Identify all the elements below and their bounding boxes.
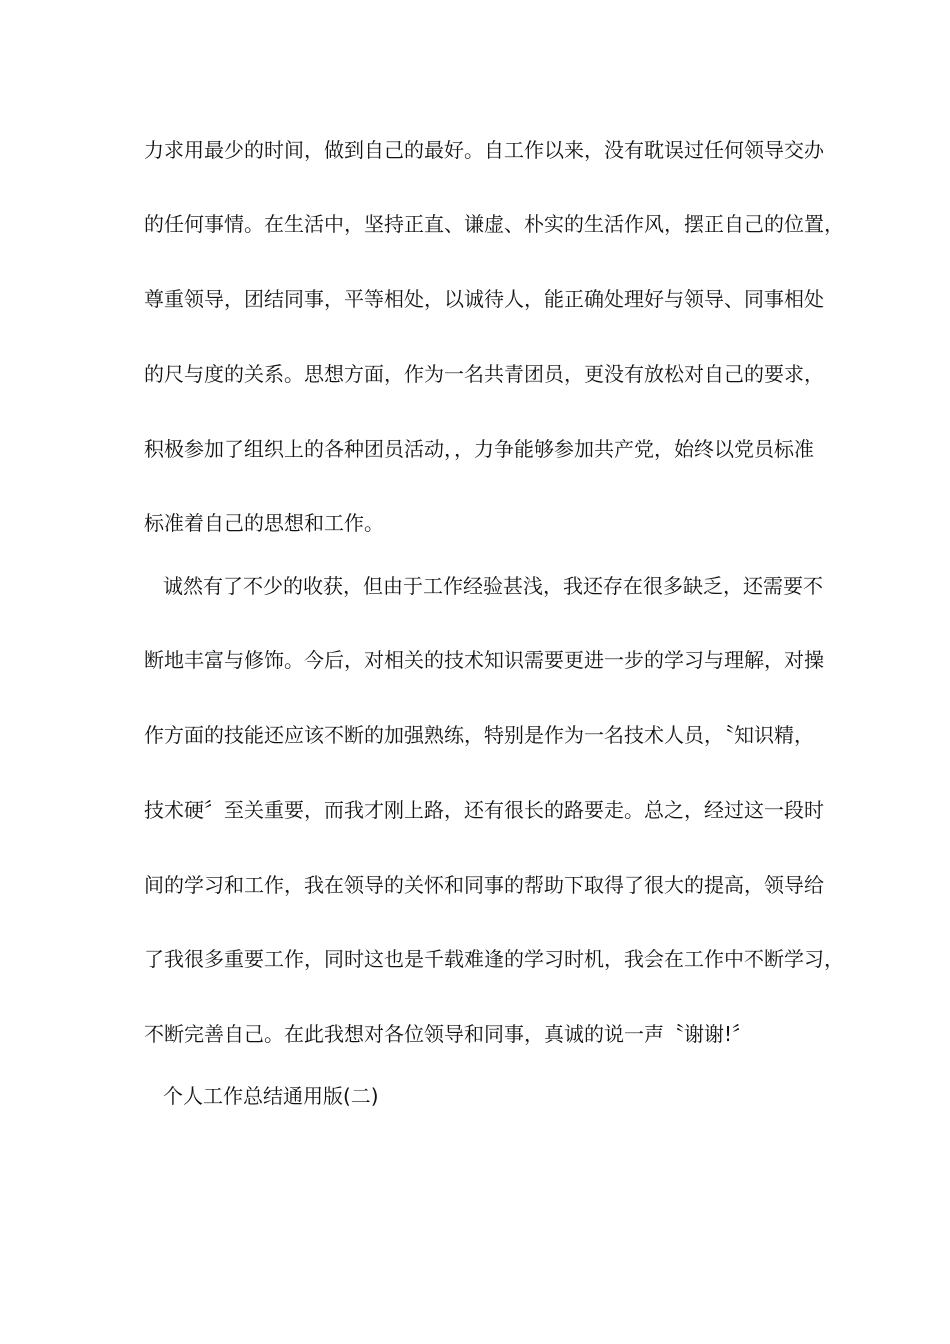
paragraph-line: 的尺与度的关系。思想方面，作为一名共青团员，更没有放松对自己的要求， bbox=[144, 362, 824, 386]
paragraph-line: 了我很多重要工作，同时这也是千载难逢的学习时机，我会在工作中不断学习， bbox=[144, 947, 844, 971]
paragraph-line: 间的学习和工作，我在领导的关怀和同事的帮助下取得了很大的提高，领导给 bbox=[144, 873, 824, 897]
paragraph-line: 的任何事情。在生活中，坚持正直、谦虚、朴实的生活作风，摆正自己的位置， bbox=[144, 212, 844, 236]
paragraph-line: 诚然有了不少的收获，但由于工作经验甚浅，我还存在很多缺乏，还需要不 bbox=[163, 574, 823, 598]
paragraph-line: 标准着自己的思想和工作。 bbox=[144, 511, 384, 535]
paragraph-line: 积极参加了组织上的各种团员活动，，力争能够参加共产党，始终以党员标准 bbox=[144, 437, 814, 461]
paragraph-line: 尊重领导，团结同事，平等相处，以诚待人，能正确处理好与领导、同事相处 bbox=[144, 287, 824, 311]
paragraph-line: 断地丰富与修饰。今后，对相关的技术知识需要更进一步的学习与理解，对操 bbox=[144, 648, 824, 672]
paragraph-line: 力求用最少的时间，做到自己的最好。自工作以来，没有耽误过任何领导交办 bbox=[144, 138, 824, 162]
paragraph-line: 作方面的技能还应该不断的加强熟练，特别是作为一名技术人员，〝知识精， bbox=[144, 723, 814, 747]
paragraph-line: 不断完善自己。在此我想对各位领导和同事，真诚的说一声〝谢谢!〞 bbox=[144, 1022, 753, 1046]
section-heading: 个人工作总结通用版(二) bbox=[163, 1084, 379, 1108]
paragraph-line: 技术硬〞至关重要，而我才刚上路，还有很长的路要走。总之，经过这一段时 bbox=[144, 798, 824, 822]
